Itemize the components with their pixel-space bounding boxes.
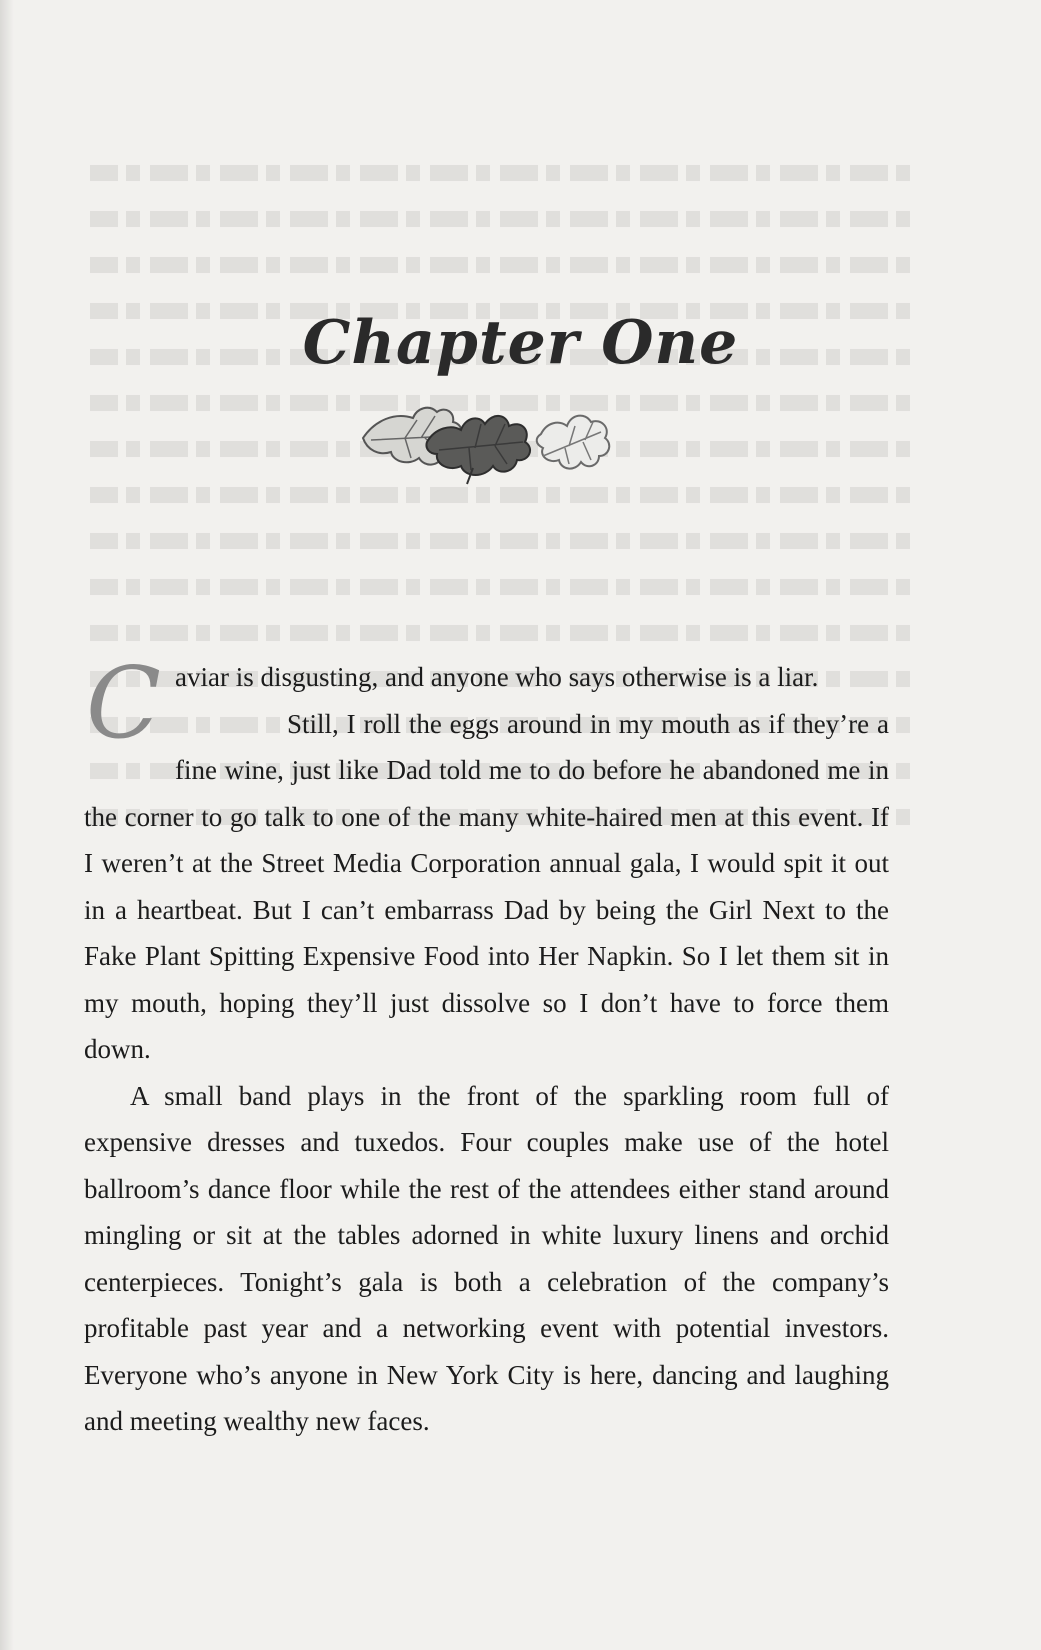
paragraph: A small band plays in the front of the sparkling room full of expensive dresses and tuxedos. Four couples make use of the hotel ballroom’s dance floor while the rest of the attendees either stand around mingling or sit at the tables adorned in white luxury linens and orchid centerpieces. Tonight’s gala is both a celebration of the company’s profitable past year and a networking event with potential investors. Everyone who’s anyone in New York City is here, dancing and laughing and meeting wealthy new faces. bbox=[84, 1080, 889, 1436]
paragraph: Still, I roll the eggs around in my mouth as if they’re a fine wine, just like Dad told me to do before he abandoned me in the corner to go talk to one of the many white-haired men at this event. If I weren’t at the Street Media Corporation annual gala, I would spit it out in a heartbeat. But I can’t embarrass Dad by being the Girl Next to the Fake Plant Spitting Expensive Food into Her Napkin. So I let them sit in my mouth, hoping they’ll just dissolve so I don’t have to force them down. bbox=[84, 708, 889, 1064]
chapter-title: Chapter One bbox=[302, 308, 739, 378]
first-paragraph-text: aviar is disgusting, and anyone who says otherwise is a liar. bbox=[174, 662, 819, 692]
page-edge-shadow bbox=[0, 0, 14, 1650]
chapter-body bbox=[84, 647, 889, 1445]
leaf-ornament-icon bbox=[355, 398, 615, 488]
drop-cap: C bbox=[86, 647, 161, 761]
right-leaf-icon bbox=[537, 416, 610, 469]
first-paragraph bbox=[84, 647, 889, 761]
